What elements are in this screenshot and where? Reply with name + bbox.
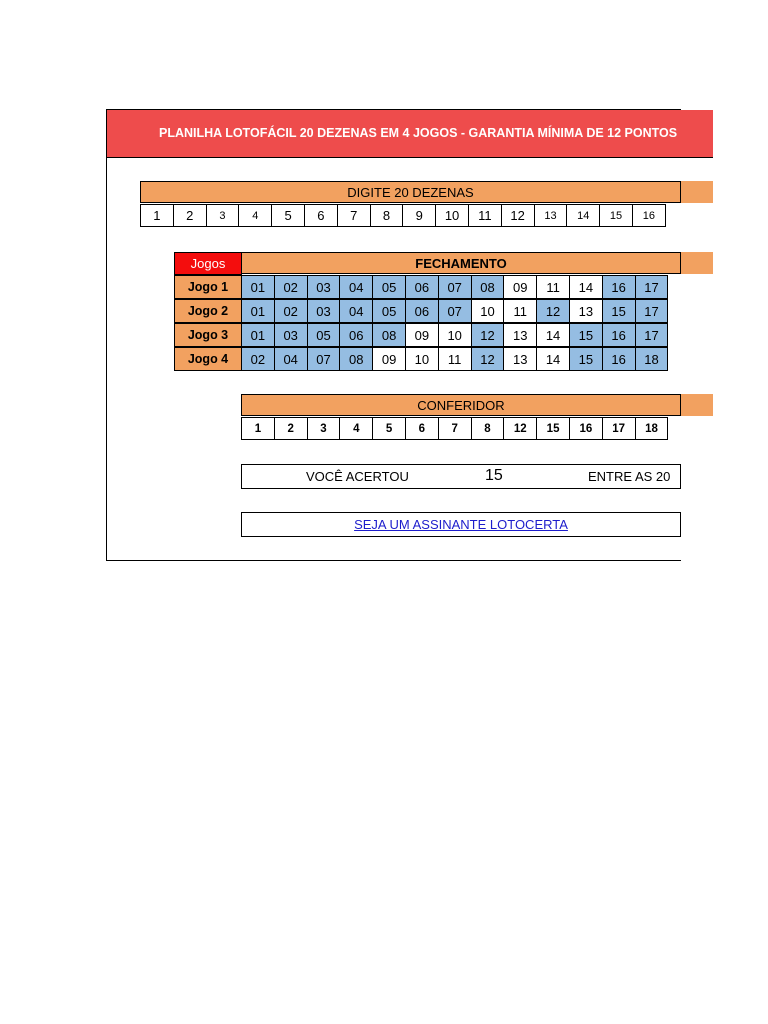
jogo-row — [174, 347, 668, 371]
conferidor-row — [241, 417, 668, 440]
jogo-number-cell: 15 — [569, 323, 603, 347]
link-box — [241, 512, 681, 537]
conferidor-cell[interactable]: 8 — [471, 417, 505, 440]
jogo-number-cell: 03 — [274, 323, 308, 347]
fechamento-header: FECHAMENTO — [241, 252, 681, 274]
jogo-number-cell: 11 — [536, 275, 570, 299]
jogo-number-cell: 11 — [503, 299, 537, 323]
conferidor-cell[interactable]: 17 — [602, 417, 636, 440]
digite-cell[interactable]: 6 — [304, 204, 338, 227]
conferidor-cell[interactable]: 3 — [307, 417, 341, 440]
conferidor-cell[interactable]: 7 — [438, 417, 472, 440]
jogo-number-cell: 16 — [602, 323, 636, 347]
digite-cell[interactable]: 3 — [206, 204, 240, 227]
subscribe-link[interactable]: SEJA UM ASSINANTE LOTOCERTA — [354, 517, 568, 532]
jogo-number-cell: 18 — [635, 347, 669, 371]
jogo-number-cell: 06 — [339, 323, 373, 347]
jogo-number-cell: 01 — [241, 275, 275, 299]
jogo-number-cell: 05 — [307, 323, 341, 347]
digite-cell[interactable]: 2 — [173, 204, 207, 227]
jogo-number-cell: 17 — [635, 275, 669, 299]
jogo-number-cell: 07 — [438, 275, 472, 299]
jogo-number-cell: 12 — [536, 299, 570, 323]
jogo-number-cell: 09 — [405, 323, 439, 347]
jogo-number-cell: 13 — [503, 347, 537, 371]
conferidor-cell[interactable]: 2 — [274, 417, 308, 440]
jogo-label: Jogo 4 — [174, 347, 242, 371]
fechamento-header-ext — [681, 252, 713, 274]
jogo-number-cell: 15 — [602, 299, 636, 323]
title-bar — [107, 110, 713, 158]
conferidor-cell[interactable]: 16 — [569, 417, 603, 440]
jogo-number-cell: 06 — [405, 275, 439, 299]
jogo-number-cell: 14 — [536, 323, 570, 347]
jogo-number-cell: 03 — [307, 275, 341, 299]
jogo-number-cell: 12 — [471, 347, 505, 371]
digite-header-ext — [681, 181, 713, 203]
jogo-number-cell: 07 — [438, 299, 472, 323]
jogo-number-cell: 13 — [569, 299, 603, 323]
page-title: PLANILHA LOTOFÁCIL 20 DEZENAS EM 4 JOGOS - GARANTIA MÍNIMA DE 12 PONTOS — [159, 126, 678, 140]
conferidor-cell[interactable]: 18 — [635, 417, 669, 440]
result-box — [241, 464, 681, 489]
jogo-row — [174, 323, 668, 347]
result-prefix: VOCÊ ACERTOU — [306, 469, 409, 484]
jogo-number-cell: 10 — [405, 347, 439, 371]
digite-cell[interactable]: 16 — [632, 204, 666, 227]
conferidor-cell[interactable]: 12 — [503, 417, 537, 440]
jogo-number-cell: 08 — [471, 275, 505, 299]
jogo-number-cell: 02 — [241, 347, 275, 371]
jogo-number-cell: 02 — [274, 299, 308, 323]
jogo-number-cell: 15 — [569, 347, 603, 371]
conferidor-header-ext — [681, 394, 713, 416]
jogo-number-cell: 04 — [339, 275, 373, 299]
jogo-number-cell: 02 — [274, 275, 308, 299]
digite-cell[interactable]: 15 — [599, 204, 633, 227]
jogo-label: Jogo 2 — [174, 299, 242, 323]
jogo-number-cell: 05 — [372, 299, 406, 323]
result-suffix: ENTRE AS 20 — [588, 469, 671, 484]
jogo-number-cell: 11 — [438, 347, 472, 371]
digite-cell[interactable]: 13 — [534, 204, 568, 227]
jogo-number-cell: 05 — [372, 275, 406, 299]
jogo-number-cell: 01 — [241, 299, 275, 323]
jogo-number-cell: 14 — [536, 347, 570, 371]
digite-cell[interactable]: 1 — [140, 204, 174, 227]
jogo-number-cell: 10 — [438, 323, 472, 347]
digite-cell[interactable]: 7 — [337, 204, 371, 227]
jogo-number-cell: 06 — [405, 299, 439, 323]
jogo-number-cell: 04 — [339, 299, 373, 323]
jogo-number-cell: 03 — [307, 299, 341, 323]
jogo-row — [174, 299, 668, 323]
result-value: 15 — [485, 467, 503, 484]
digite-cell[interactable]: 14 — [566, 204, 600, 227]
jogo-number-cell: 16 — [602, 275, 636, 299]
jogo-number-cell: 09 — [503, 275, 537, 299]
digite-cell[interactable]: 12 — [501, 204, 535, 227]
digite-header: DIGITE 20 DEZENAS — [140, 181, 681, 203]
conferidor-cell[interactable]: 6 — [405, 417, 439, 440]
jogo-number-cell: 10 — [471, 299, 505, 323]
jogo-number-cell: 17 — [635, 323, 669, 347]
digite-cell[interactable]: 10 — [435, 204, 469, 227]
jogo-label: Jogo 3 — [174, 323, 242, 347]
jogo-number-cell: 12 — [471, 323, 505, 347]
digite-cell[interactable]: 11 — [468, 204, 502, 227]
digite-cell[interactable]: 8 — [370, 204, 404, 227]
conferidor-cell[interactable]: 5 — [372, 417, 406, 440]
jogo-number-cell: 17 — [635, 299, 669, 323]
jogo-number-cell: 16 — [602, 347, 636, 371]
jogo-number-cell: 08 — [339, 347, 373, 371]
jogo-row — [174, 275, 668, 299]
jogo-number-cell: 13 — [503, 323, 537, 347]
jogo-number-cell: 14 — [569, 275, 603, 299]
conferidor-cell[interactable]: 15 — [536, 417, 570, 440]
conferidor-cell[interactable]: 1 — [241, 417, 275, 440]
jogo-number-cell: 07 — [307, 347, 341, 371]
jogo-number-cell: 09 — [372, 347, 406, 371]
jogos-header: Jogos — [174, 252, 242, 275]
conferidor-cell[interactable]: 4 — [339, 417, 373, 440]
digite-cell[interactable]: 5 — [271, 204, 305, 227]
jogo-number-cell: 04 — [274, 347, 308, 371]
digite-cell[interactable]: 4 — [238, 204, 272, 227]
jogo-label: Jogo 1 — [174, 275, 242, 299]
conferidor-header: CONFERIDOR — [241, 394, 681, 416]
digite-cell[interactable]: 9 — [402, 204, 436, 227]
digite-row — [140, 204, 666, 227]
jogo-number-cell: 01 — [241, 323, 275, 347]
jogo-number-cell: 08 — [372, 323, 406, 347]
